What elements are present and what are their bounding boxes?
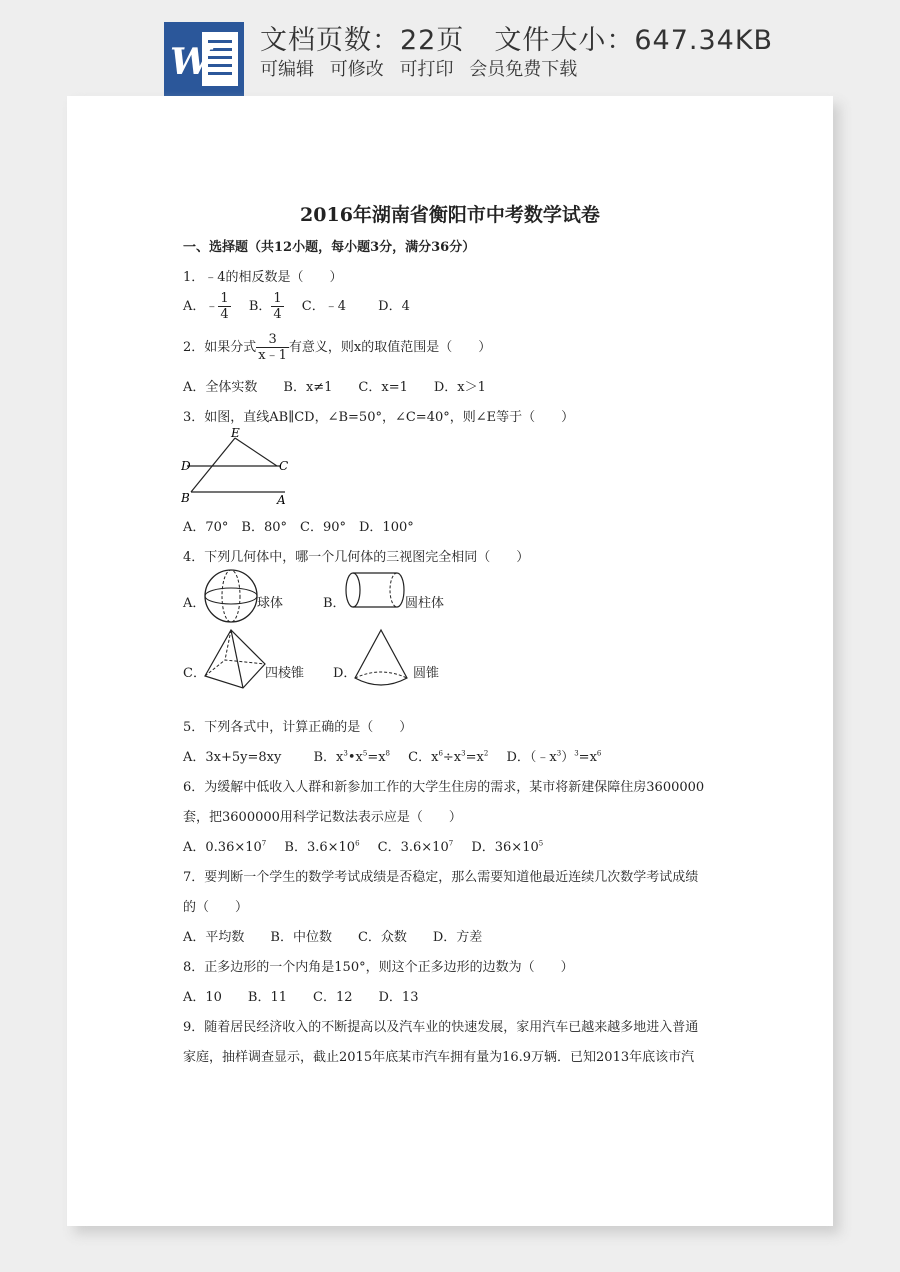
q5-option-b: B．$x^3•x^5=x^8$ bbox=[313, 749, 391, 765]
q4-option-c-label: C． bbox=[183, 666, 206, 681]
q4-option-b-label: B． bbox=[323, 596, 346, 611]
q4-option-a-label: A． bbox=[183, 596, 206, 611]
q6-option-a: A．$0.36\times 10^7$ bbox=[183, 839, 267, 855]
feature-modifiable: 可修改 bbox=[329, 59, 384, 80]
question-5-stem: 5．下列各式中，计算正确的是（ ） bbox=[183, 720, 413, 735]
question-9-line-1: 9．随着居民经济收入的不断提高以及汽车业的快速发展，家用汽车已越来越多地进入普通 bbox=[183, 1020, 699, 1035]
point-c-label: C bbox=[279, 459, 289, 473]
question-6-line-1: 6．为缓解中低收入人群和新参加工作的大学生住房的需求，某市将新建保障住房3600000 bbox=[183, 780, 705, 795]
q5-option-c: C．$x^6\div x^3=x^2$ bbox=[408, 749, 489, 765]
q1-option-b-fraction: $\frac{1}{4}$ bbox=[273, 291, 282, 322]
q4-option-b-name: 圆柱体 bbox=[405, 596, 445, 611]
point-b-label: B bbox=[181, 491, 190, 505]
page-count: 文档页数：22页 bbox=[260, 25, 465, 56]
question-1-options bbox=[183, 291, 410, 322]
q4-option-a-name: 球体 bbox=[257, 596, 284, 611]
point-d-label: D bbox=[181, 459, 191, 473]
question-1-stem: 1．﹣4的相反数是（ ） bbox=[183, 270, 343, 285]
q4-option-d-name: 圆锥 bbox=[413, 666, 440, 681]
exam-title: 2016年湖南省衡阳市中考数学试卷 bbox=[300, 204, 600, 226]
q4-option-c-name: 四棱锥 bbox=[265, 666, 305, 681]
question-8-stem: 8．正多边形的一个内角是150°，则这个正多边形的边数为（ ） bbox=[183, 960, 574, 975]
point-e-label: E bbox=[231, 426, 240, 440]
word-document-icon bbox=[164, 22, 244, 96]
section-heading: 一、选择题（共12小题，每小题3分，满分36分） bbox=[183, 240, 476, 255]
q2-fraction: $\frac{3}{x﹣1}$ bbox=[258, 332, 287, 363]
question-7-line-1: 7．要判断一个学生的数学考试成绩是否稳定，那么需要知道他最近连续几次数学考试成绩 bbox=[183, 870, 699, 885]
question-3-options: A．70° B．80° C．90° D．100° bbox=[183, 520, 414, 535]
cylinder-icon bbox=[343, 570, 407, 610]
question-7-options: A．平均数 B．中位数 C．众数 D．方差 bbox=[183, 930, 483, 945]
q6-option-d: D．$36\times 10^5$ bbox=[471, 839, 544, 855]
question-9-line-2: 家庭，抽样调查显示，截止2015年底某市汽车拥有量为16.9万辆．已知2013年底该市汽 bbox=[183, 1050, 695, 1065]
question-2-options: A．全体实数 B．x≠1 C．x=1 D．x＞1 bbox=[183, 380, 486, 395]
sphere-icon bbox=[203, 568, 259, 624]
q5-option-d: D．$(﹣x^3)^3=x^6$ bbox=[506, 749, 602, 765]
file-stats bbox=[260, 18, 773, 57]
q1-option-c: C．﹣4 bbox=[301, 299, 347, 314]
question-5-options bbox=[183, 746, 601, 765]
q1-option-a-label: A．﹣ bbox=[183, 299, 219, 314]
parallel-lines-figure bbox=[181, 426, 291, 506]
feature-printable: 可打印 bbox=[399, 59, 454, 80]
question-6-line-2: 套，把3600000用科学记数法表示应是（ ） bbox=[183, 810, 462, 825]
question-3-stem: 3．如图，直线AB∥CD，∠B=50°，∠C=40°，则∠E等于（ ） bbox=[183, 410, 575, 425]
feature-member-download: 会员免费下载 bbox=[469, 59, 578, 80]
feature-editable: 可编辑 bbox=[260, 59, 314, 80]
q6-option-c: C．$3.6\times 10^7$ bbox=[377, 839, 454, 855]
question-6-options bbox=[183, 836, 543, 855]
point-a-label: A bbox=[277, 493, 286, 506]
q6-option-b: B．$3.6\times 10^6$ bbox=[284, 839, 360, 855]
file-size: 文件大小：647.34KB bbox=[494, 25, 774, 56]
pyramid-icon bbox=[203, 626, 269, 692]
document-page bbox=[67, 96, 833, 1226]
q5-option-a: A．3x+5y=8xy bbox=[183, 750, 282, 765]
document-info-header bbox=[0, 0, 900, 96]
q1-option-a-fraction: $\frac{1}{4}$ bbox=[220, 291, 229, 322]
feature-list bbox=[260, 55, 587, 81]
q1-option-b-label: B． bbox=[248, 299, 272, 314]
q1-option-d: D．4 bbox=[378, 299, 410, 314]
q4-option-d-label: D． bbox=[333, 666, 357, 681]
question-4-stem: 4．下列几何体中，哪一个几何体的三视图完全相同（ ） bbox=[183, 550, 530, 565]
question-8-options: A．10 B．11 C．12 D．13 bbox=[183, 990, 419, 1005]
question-2-stem: 2．如果分式 $\frac{3}{x﹣1}$ 有意义，则x的取值范围是（ ） bbox=[183, 332, 492, 363]
word-icon-letter: W bbox=[170, 41, 211, 83]
cone-icon bbox=[351, 626, 411, 692]
question-7-line-2: 的（ ） bbox=[183, 900, 249, 915]
